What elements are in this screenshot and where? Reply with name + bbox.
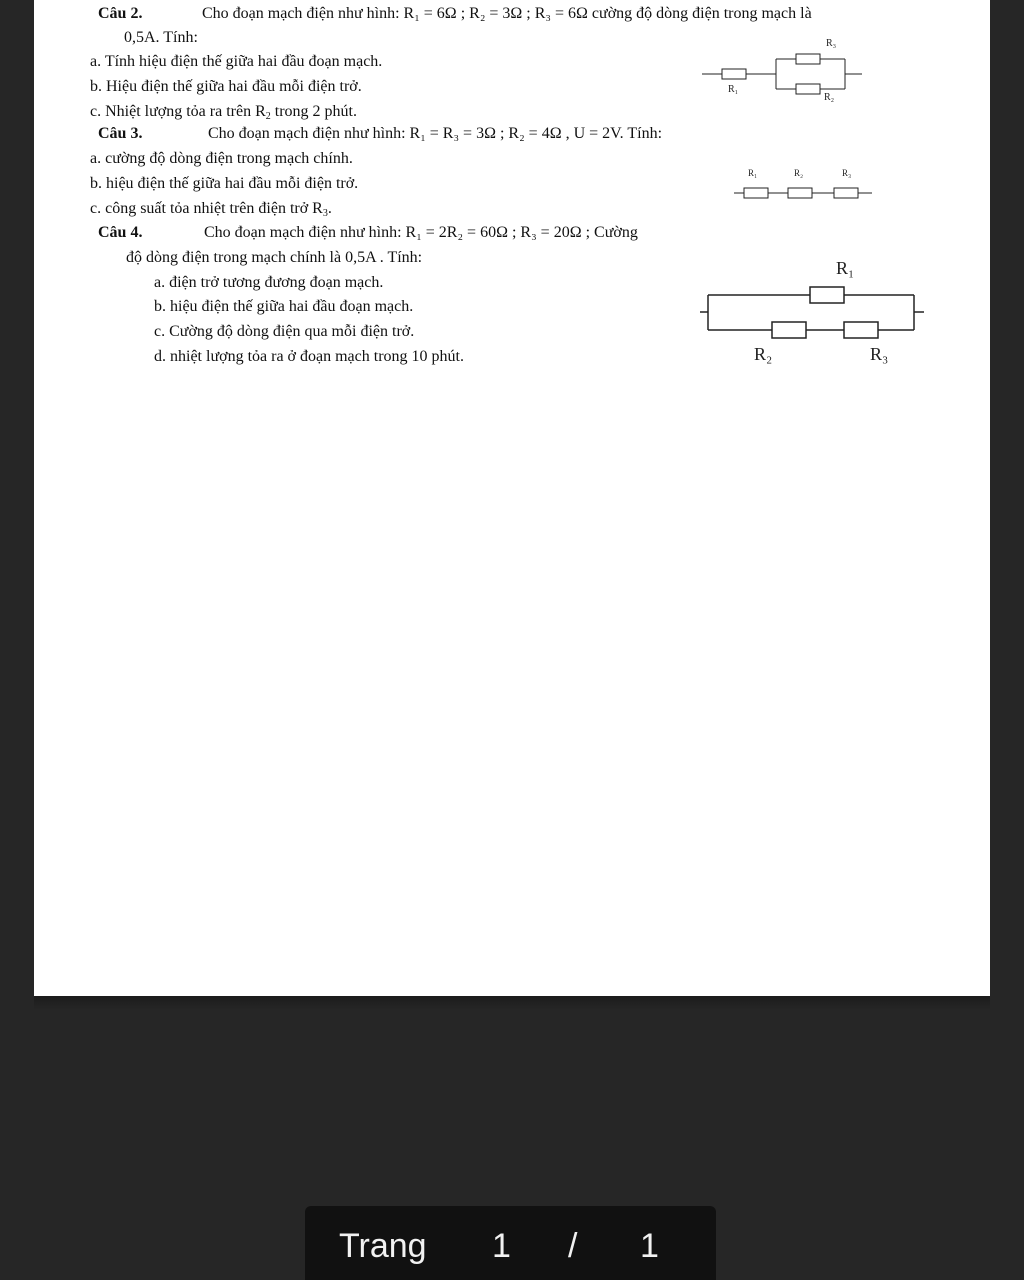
q4-intro — [204, 223, 638, 243]
q4-label-r3: R₃ — [870, 344, 889, 364]
q4-item-b: b. hiệu điện thế giữa hai đầu đoạn mạch. — [154, 298, 414, 315]
q3-resistor-r1 — [744, 188, 768, 198]
q4-resistor-r3 — [844, 322, 878, 338]
q2-line2: 0,5A. Tính: — [124, 29, 198, 46]
q2-label-r1: R₁ — [728, 84, 739, 95]
q3-intro — [208, 124, 662, 144]
q2-intro — [202, 4, 812, 24]
q3-label-r3: R₃ — [842, 168, 852, 178]
q3-item-a: a. cường độ dòng điện trong mạch chính. — [90, 150, 353, 167]
q2-item-b: b. Hiệu điện thế giữa hai đầu mỗi điện trở. — [90, 78, 362, 95]
q3-item-c — [90, 199, 332, 219]
q2-label-r2: R₂ — [824, 92, 835, 103]
q4-resistor-r1 — [810, 287, 844, 303]
q4-circuit-diagram — [700, 250, 930, 370]
page-indicator-total: 1 — [640, 1227, 659, 1265]
q3-item-b: b. hiệu điện thế giữa hai đầu mỗi điện trở. — [90, 175, 359, 192]
q4-line2: độ dòng điện trong mạch chính là 0,5A . Tính: — [126, 249, 423, 266]
q3-item-c-pre: c. công suất tỏa nhiệt trên điện trở R — [90, 200, 323, 217]
q3-circuit-diagram — [732, 166, 877, 202]
q3-label-r1: R₁ — [748, 168, 758, 178]
document-page — [34, 0, 990, 996]
q4-item-d: d. nhiệt lượng tỏa ra ở đoạn mạch trong 10 phút. — [154, 348, 464, 365]
page-indicator-separator: / — [568, 1227, 578, 1265]
q3-resistor-r2 — [788, 188, 812, 198]
q4-label-r1: R₁ — [836, 258, 855, 278]
q4-item-a: a. điện trở tương đương đoạn mạch. — [154, 274, 384, 291]
q2-circuit-diagram — [700, 30, 870, 110]
q3-item-c-post: . — [327, 200, 332, 217]
q3-resistor-r3 — [834, 188, 858, 198]
q2-resistor-r2 — [796, 84, 820, 94]
q2-item-c — [90, 102, 357, 122]
q2-item-c-sub: 2 — [265, 111, 271, 122]
q2-resistor-r1 — [722, 69, 746, 79]
q4-resistor-r2 — [772, 322, 806, 338]
q4-formula: R₁ = 2R₂ = 60Ω ; R₃ = 20Ω ; Cường — [405, 224, 638, 241]
q4-label-r2: R₂ — [754, 344, 773, 364]
q2-formula: R₁ = 6Ω ; R₂ = 3Ω ; R₃ = 6Ω — [403, 5, 588, 22]
page-indicator-current: 1 — [492, 1227, 511, 1265]
q3-intro-text: Cho đoạn mạch điện như hình: — [208, 125, 406, 142]
q3-item-c-sub: 3 — [322, 208, 328, 219]
page-shadow — [34, 996, 990, 1010]
q2-label-r3: R₃ — [826, 38, 837, 49]
q3-formula: R₁ = R₃ = 3Ω ; R₂ = 4Ω , U = 2V. — [409, 125, 624, 142]
q4-label: Câu 4. — [98, 224, 143, 241]
page-indicator-label: Trang — [339, 1227, 427, 1265]
q2-label: Câu 2. — [98, 5, 143, 22]
q2-tail: cường độ dòng điện trong mạch là — [591, 5, 812, 22]
q4-intro-text: Cho đoạn mạch điện như hình: — [204, 224, 402, 241]
q2-item-c-pre: c. Nhiệt lượng tỏa ra trên R — [90, 103, 266, 120]
q3-tail: Tính: — [627, 125, 663, 142]
q3-label: Câu 3. — [98, 125, 143, 142]
page-indicator — [305, 1206, 716, 1280]
q4-item-c: c. Cường độ dòng điện qua mỗi điện trở. — [154, 323, 415, 340]
q2-intro-text: Cho đoạn mạch điện như hình: — [202, 5, 400, 22]
q2-resistor-r3 — [796, 54, 820, 64]
q2-item-c-post: trong 2 phút. — [270, 103, 357, 120]
q3-label-r2: R₂ — [794, 168, 804, 178]
q2-item-a: a. Tính hiệu điện thế giữa hai đầu đoạn mạch. — [90, 53, 383, 70]
